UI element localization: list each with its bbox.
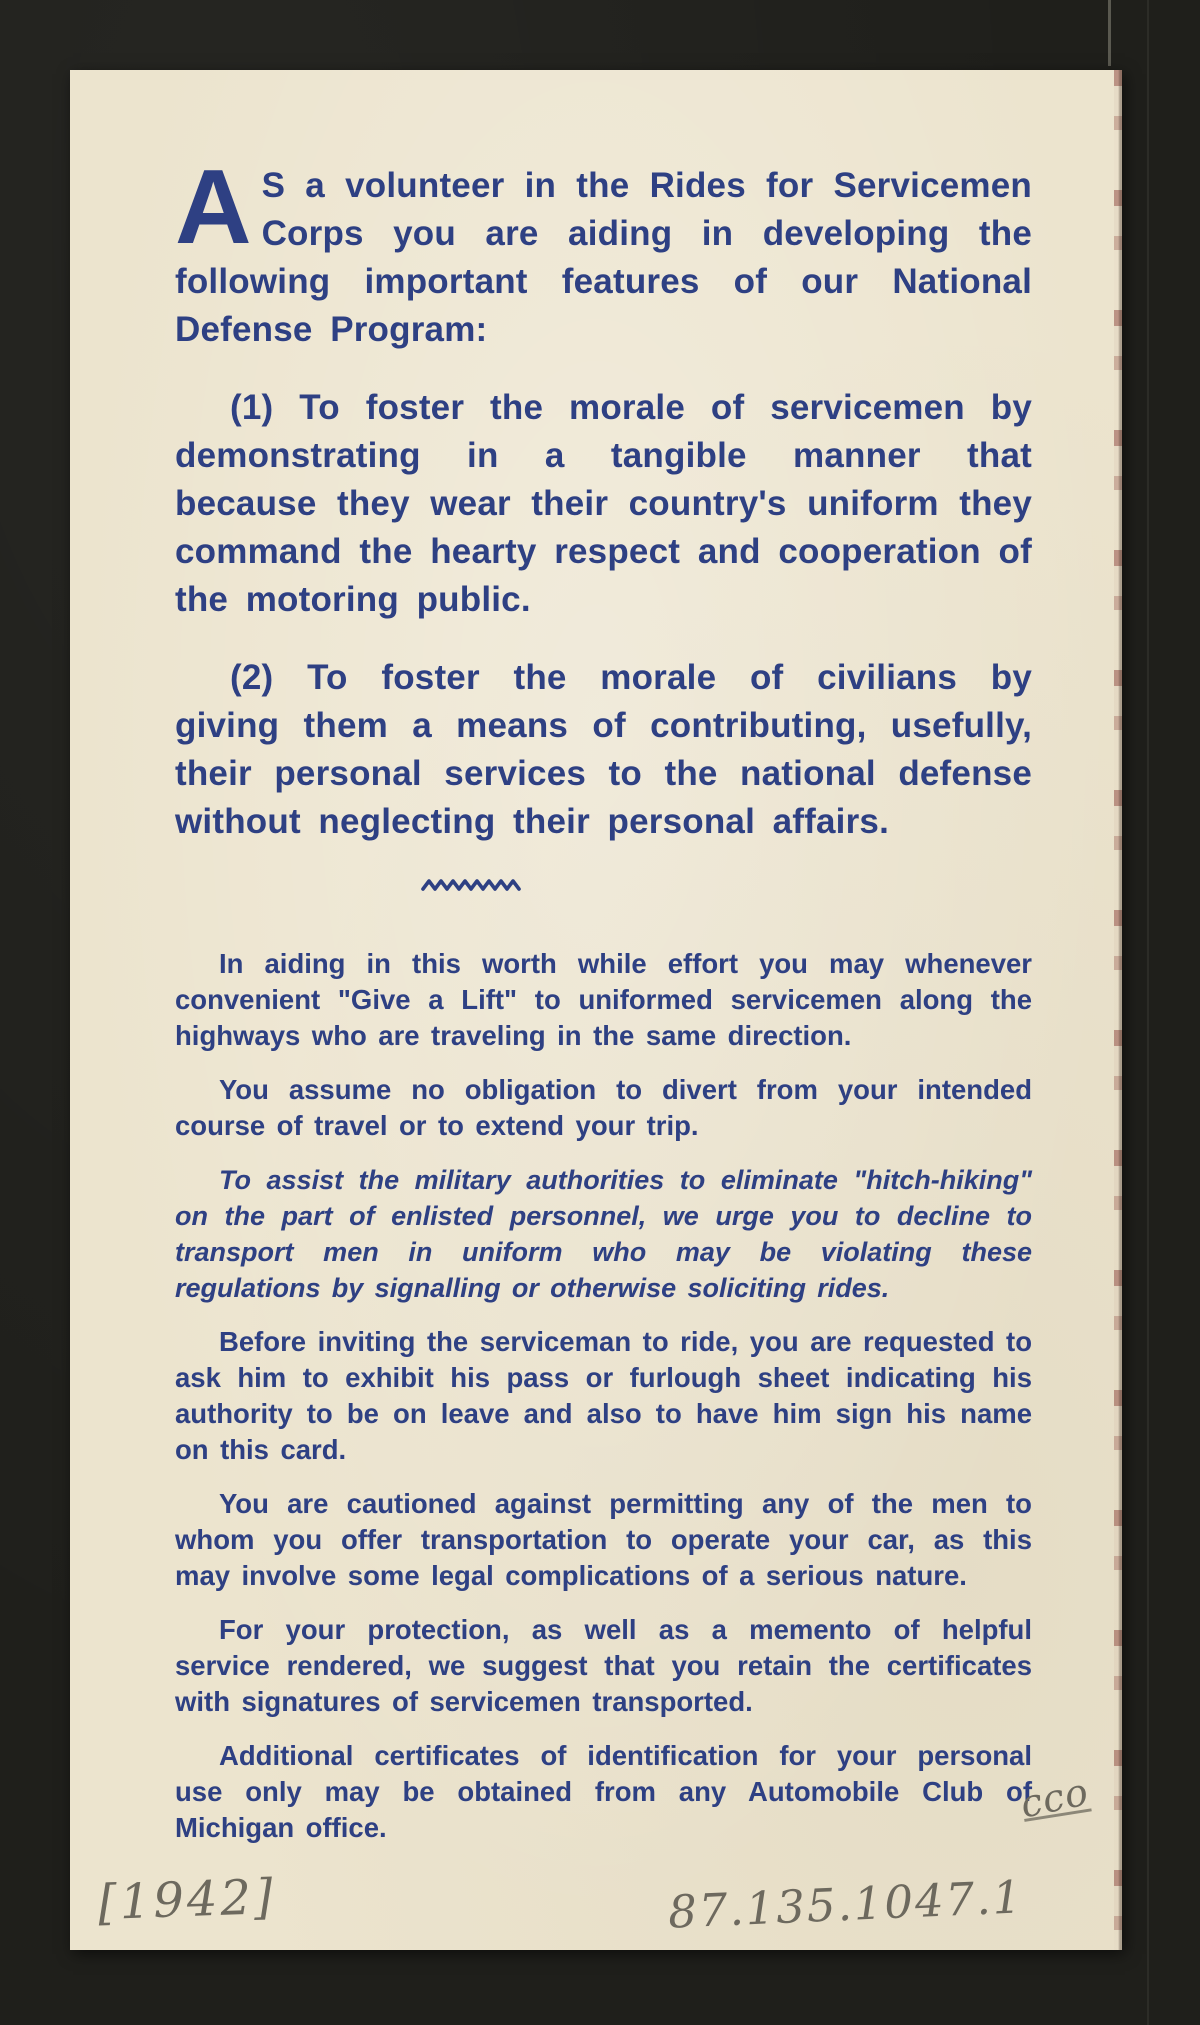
paragraph-pass-or-furlough: Before inviting the serviceman to ride, you are requested to ask him to exhibit his pass or furlough sheet indicating his authority to be on leave and also to have him sign his name on this card.	[175, 1326, 1032, 1465]
point-1-text-pre: (1) To foster the morale of servicemen by demonstrating in a tangible manner that	[175, 388, 1032, 475]
paragraph-cautioned: You are cautioned against permitting any of the men to whom you offer transportation to operate your car, as this may involve some legal complications of a serious nature.	[175, 1488, 1032, 1591]
handwritten-initials: cco	[1016, 1769, 1093, 1827]
handwritten-year: [1942]	[97, 1868, 277, 1932]
paragraph-no-obligation: You assume no obligation to divert from your intended course of travel or to extend your trip.	[175, 1074, 1032, 1141]
point-1-text-bold: because they wear their country's uniform	[175, 484, 939, 523]
intro-paragraph	[175, 148, 1032, 354]
squiggle-divider	[420, 876, 1032, 894]
dropcap-letter: A	[175, 148, 250, 266]
squiggle-icon	[420, 876, 524, 894]
paragraph-protection: For your protection, as well as a memento of helpful service rendered, we suggest that you retain the certificates with signatures of servicemen transported.	[175, 1614, 1032, 1717]
paragraph-hitch-hiking: To assist the military authorities to eliminate "hitch-hiking" on the part of enlisted personnel, we urge you to decline to transport men in uniform who may be violating these regulations by signalling or otherwise soliciting rides.	[175, 1165, 1032, 1303]
page-edge-line-top	[1108, 0, 1111, 66]
document-card	[70, 70, 1122, 1950]
numbered-point-2: (2) To foster the morale of civilians by giving them a means of contributing, usefully, their personal services to the national defense without neglecting their personal affairs.	[175, 658, 1032, 841]
point-1-text-post: they command the hearty respect and cooperation of the motoring public.	[175, 484, 1032, 619]
printed-text-block	[70, 70, 1122, 1864]
paragraph-give-a-lift: In aiding in this worth while effort you may whenever convenient "Give a Lift" to uniformed servicemen along the highways who are traveling in the same direction.	[175, 948, 1032, 1051]
numbered-point-1	[175, 384, 1032, 624]
intro-paragraph-text: S a volunteer in the Rides for Servicemen Corps you are aiding in developing the following important features of our National Defense Program:	[175, 166, 1032, 349]
paragraph-additional-certificates: Additional certificates of identification for your personal use only may be obtained from any Automobile Club of Michigan office.	[175, 1740, 1032, 1843]
handwritten-accession-number: 87.135.1047.1	[667, 1870, 1025, 1939]
page-edge-line-right	[1147, 0, 1149, 2025]
